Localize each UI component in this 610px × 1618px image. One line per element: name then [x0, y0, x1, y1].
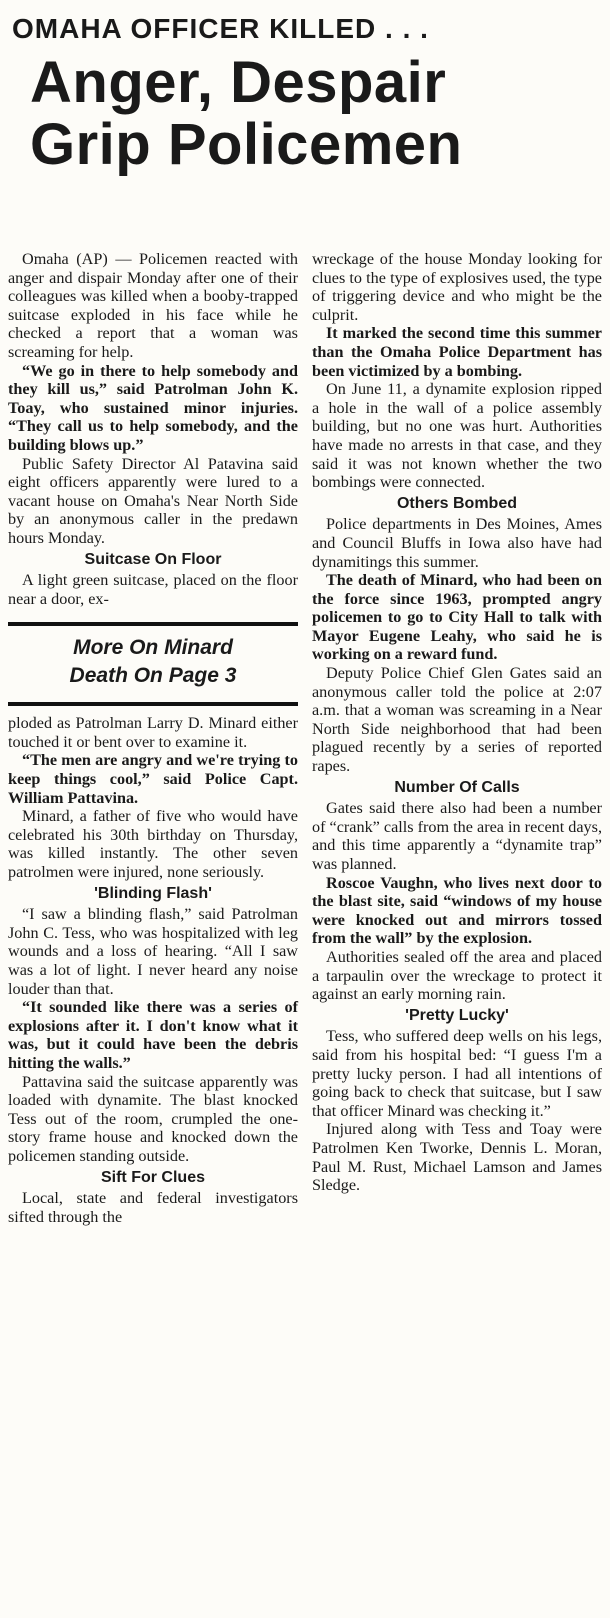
kicker: OMAHA OFFICER KILLED . . .: [12, 13, 429, 44]
subhead: Others Bombed: [396, 494, 517, 512]
continued-line-1: More On Minard: [73, 636, 233, 660]
subhead: 'Pretty Lucky': [405, 1006, 509, 1024]
subhead: Suitcase On Floor: [84, 550, 222, 568]
subhead: Number Of Calls: [394, 778, 520, 796]
column-right: [312, 250, 602, 1226]
continued-line-2: Death On Page 3: [69, 664, 237, 688]
newspaper-clipping: [0, 14, 610, 1618]
paragraph: Authorities sealed off the area and placed a tarpaulin over the wreckage to protect it against an early morning rain.: [312, 947, 602, 1004]
quote-paragraph: “It sounded like there was a series of explosions after it. I don't know what it was, but it could have been the debris hitting the walls.”: [8, 998, 298, 1072]
paragraph: Omaha (AP) — Policemen reacted with anger and dispair Monday after one of their colleagues was killed when a booby-trapped suitcase exploded in his face while he checked a report that a woman was screaming for help.: [8, 250, 298, 361]
quote-paragraph: “We go in there to help somebody and they kill us,” said Patrolman John K. Toay, who sustained minor injuries. “They call us to help somebody, and the building blows up.”: [8, 361, 298, 454]
paragraph: A light green suitcase, placed on the floor near a door, ex-: [8, 571, 298, 608]
paragraph: Injured along with Tess and Toay were Patrolmen Ken Tworke, Dennis L. Moran, Paul M. Rust, Michael Lamson and James Sledge.: [312, 1120, 602, 1195]
bold-paragraph: It marked the second time this summer than the Omaha Police Department has been victimized by a bombing.: [312, 324, 602, 380]
paragraph: Minard, a father of five who would have celebrated his 30th birthday on Thursday, was killed instantly. The other seven patrolmen were injured, none seriously.: [8, 807, 298, 882]
paragraph: On June 11, a dynamite explosion ripped a hole in the wall of a police assembly building, but no one was hurt. Authorities have made no arrests in that case, and they said it was not known whether the two bombings were connected.: [312, 380, 602, 492]
paragraph: Tess, who suffered deep wells on his legs, said from his hospital bed: “I guess I'm a pretty lucky person. I had all intentions of going back to check that suitcase, but I saw that officer Minard was checking it.”: [312, 1027, 602, 1120]
paragraph: Pattavina said the suitcase apparently was loaded with dynamite. The blast knocked Tess out of the room, crumpled the one-story frame house and knocked down the policemen standing outside.: [8, 1072, 298, 1165]
paragraph: Gates said there also had been a number of “crank” calls from the area in recent days, and this time apparently a “dynamite trap” was planned.: [312, 799, 602, 873]
paragraph: ploded as Patrolman Larry D. Minard either touched it or bent over to examine it.: [8, 714, 298, 751]
column-left: [8, 250, 298, 1226]
quote-paragraph: “The men are angry and we're trying to keep things cool,” said Police Capt. William Pattavina.: [8, 751, 298, 807]
subhead: 'Blinding Flash': [94, 884, 212, 902]
article-body: [8, 250, 602, 1226]
paragraph: wreckage of the house Monday looking for clues to the type of explosives used, the type of triggering device and who might be the culprit.: [312, 250, 602, 324]
paragraph: “I saw a blinding flash,” said Patrolman John C. Tess, who was hospitalized with leg wounds and a loss of hearing. “All I saw was a lot of light. I never heard any noise louder than that.: [8, 905, 298, 998]
headline: [30, 52, 602, 176]
paragraph: Deputy Police Chief Glen Gates said an anonymous caller told the police at 2:07 a.m. that a woman was screaming in a Near North Side neighborhood that had been plagued recently by a series of reported rapes.: [312, 664, 602, 776]
paragraph: Police departments in Des Moines, Ames and Council Bluffs in Iowa also have had dynamitings this summer.: [312, 515, 602, 571]
continued-box: [8, 622, 298, 706]
subhead: Sift For Clues: [100, 1168, 205, 1186]
paragraph: Public Safety Director Al Patavina said eight officers apparently were lured to a vacant house on Omaha's Near North Side by an anonymous caller in the predawn hours Monday.: [8, 454, 298, 547]
headline-line-1: Anger, Despair: [30, 50, 447, 115]
bold-paragraph: The death of Minard, who had been on the force since 1963, prompted angry policemen to go to City Hall to talk with Mayor Eugene Leahy, who said he is working on a reward fund.: [312, 571, 602, 664]
headline-line-2: Grip Policemen: [30, 112, 463, 177]
quote-paragraph: Roscoe Vaughn, who lives next door to the blast site, said “windows of my house were knocked out and mirrors tossed from the wall” by the explosion.: [312, 873, 602, 948]
paragraph: Local, state and federal investigators sifted through the: [8, 1189, 298, 1226]
